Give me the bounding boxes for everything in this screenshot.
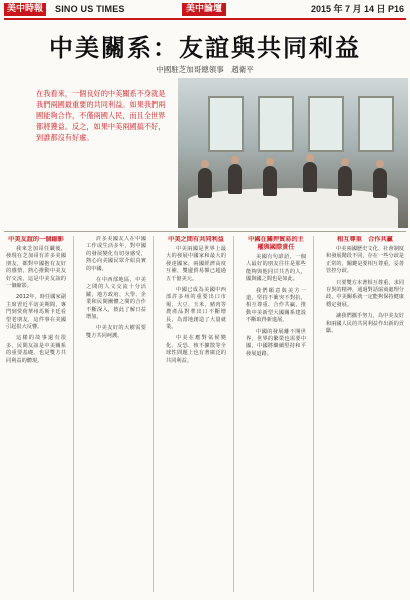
article-column-3 [166,236,226,592]
column-divider [313,236,314,592]
newspaper-name: SINO US TIMES [55,4,125,14]
newspaper-logo: 美中時報 [4,3,46,16]
column-heading: 中美友誼的一個縮影 [8,236,64,243]
column-paragraph: 在中西部地區，中美之間的人文交流十分活躍，地方政府、大學、企業和民間團體之間的合作不斷深入，彼此了解日益增加。 [86,277,146,321]
article-byline: 中國駐芝加哥總領事 趙衛平 [156,65,254,74]
column-paragraph: 讓我們攜手努力，為中美友好和兩國人民的共同利益作出新的貢獻。 [326,313,404,335]
column-paragraph: 這樣的故事還有很多，民間友誼是中美關系的重要基礎，也是雙方共同利益的體現。 [6,335,66,364]
column-divider [233,236,234,592]
masthead [0,0,410,18]
article-column-2 [86,236,146,592]
column-paragraph: 美國有句諺語，一個人最好的朋友往往是那些能夠與他同甘共苦的人，國與國之間也是如此。 [246,254,306,283]
column-paragraph: 只要雙方本著相互尊重、求同存異的精神，通過對話協商處理分歧，中美關系就一定能夠保持健康穩定發展。 [326,279,404,308]
article-headline: 中美關系：友誼與共同利益 [49,34,361,62]
column-paragraph: 中美友好的大樹需要雙方共同呵護。 [86,325,146,339]
date-page-line: 2015 年 7 月 14 日 P16 [310,4,404,14]
column-divider [73,236,74,592]
column-divider [153,236,154,592]
column-paragraph: 中國已成為美國中西部許多州的重要出口市場，大豆、玉米、豬肉等農產品對華出口不斷增長，為當地創造了大量就業。 [166,287,226,331]
column-heading: 相互尊重 合作共贏 [337,236,393,243]
article-column-5 [326,236,404,592]
column-paragraph: 中美兩國是世界上最大的發展中國家和最大的發達國家，兩國經濟高度互補，雙邊貿易額已超過五千億美元。 [166,246,226,282]
masthead-rule [4,18,406,20]
article-column-4 [246,236,306,592]
pull-quote: 在我看來，一個良好的中美關系不身就是我們兩國最重要的共同利益。如果我們兩國能夠合作，不僅兩國人民，而且全世界都將獲益。反之，如果中美兩國搞不好，到誰都沒有好處。 [36,89,166,142]
column-paragraph: 2012年，時任國家副主席習近平訪美期間，專門到愛荷華州馬斯卡廷看望老朋友，這件事在美國引起很大反響。 [6,294,66,331]
column-paragraph: 我們願意與美方一道，堅持不衝突不對抗，相互尊重、合作共贏，推動中美新型大國關系建設不斷取得新進展。 [246,287,306,324]
column-paragraph: 中國的發展離不開世界，世界的繁榮也需要中國，中國將繼續堅持和平發展道路。 [246,328,306,357]
column-heading: 中國在關押貿易的主權與國際責任 [248,236,304,251]
column-paragraph: 我來芝加哥任職後，發現在芝加哥有許多美國朋友，都對中國抱有友好的感情，熱心推動中美友好交流，這是中美友誼的一個縮影。 [6,246,66,290]
article-column-1 [6,236,66,592]
body-rule [4,231,406,232]
section-label: 美中論壇 [182,3,226,16]
meeting-photo [178,78,408,228]
column-heading: 中美之間有共同利益 [168,236,224,243]
column-paragraph: 許多美國友人在中國工作或生活多年，對中國的發展變化有切身感受，熱心向美國民眾介紹真實的中國。 [86,236,146,272]
column-paragraph: 中美在應對氣候變化、反恐、核不擴散等全球性問題上也有著廣泛的共同利益。 [166,335,226,364]
column-paragraph: 中美兩國歷史文化、社會制度和發展階段不同，存在一些分歧是正常的，關鍵是要相互尊重，妥善管控分歧。 [326,246,404,275]
